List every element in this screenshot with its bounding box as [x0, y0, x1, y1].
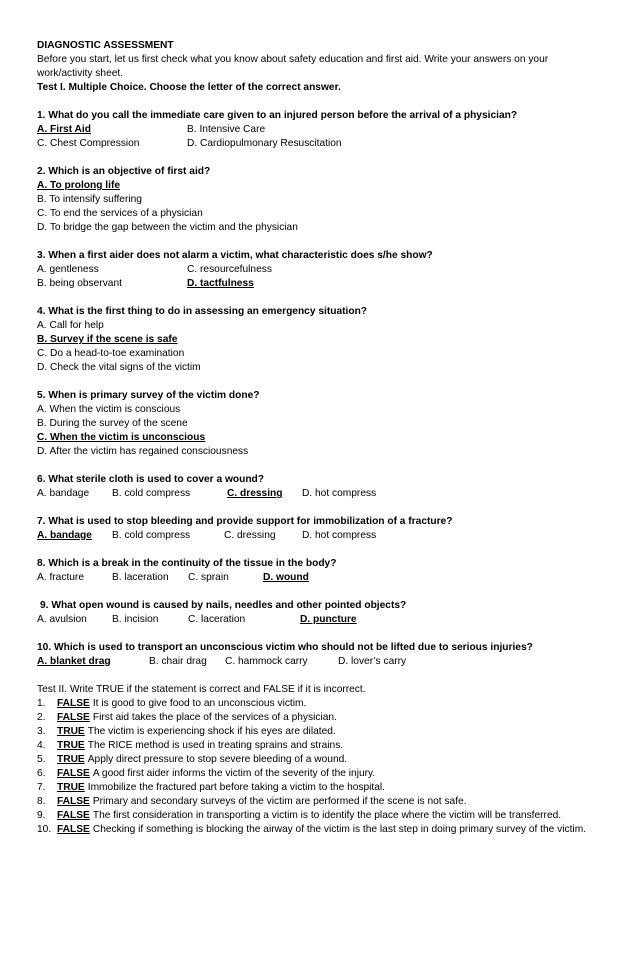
tf-item — [37, 781, 617, 795]
tf-item — [37, 809, 617, 823]
q9-option-d: D. puncture — [300, 614, 357, 625]
tf-item-answer: FALSE — [57, 768, 90, 779]
tf-item-answer: FALSE — [57, 824, 90, 835]
q2-option-d: D. To bridge the gap between the victim and the physician — [37, 222, 298, 233]
q4-option-b: B. Survey if the scene is safe — [37, 334, 178, 345]
q7-option-d: D. hot compress — [302, 530, 377, 541]
q4-option-d: D. Check the vital signs of the victim — [37, 362, 201, 373]
q9-option-a: A. avulsion — [37, 614, 87, 625]
tf-item — [37, 697, 617, 711]
tf-item-statement: Checking if something is blocking the airway of the victim is the last step in doing primary survey of the victim. — [92, 824, 587, 835]
tf-item-answer: TRUE — [57, 740, 85, 751]
tf-item-statement: Immobilize the fractured part before taking a victim to the hospital. — [87, 782, 386, 793]
q1-option-b: B. Intensive Care — [187, 124, 266, 135]
question-3: 3. When a first aider does not alarm a victim, what characteristic does s/he show? — [37, 250, 433, 261]
tf-item — [37, 767, 617, 781]
question-6: 6. What sterile cloth is used to cover a wound? — [37, 474, 264, 485]
q1-option-a: A. First Aid — [37, 124, 91, 135]
question-1: 1. What do you call the immediate care given to an injured person before the arrival of a physician? — [37, 110, 518, 121]
tf-item-answer: TRUE — [57, 754, 85, 765]
q3-option-a: A. gentleness — [37, 264, 99, 275]
tf-item-statement: It is good to give food to an unconscious victim. — [92, 698, 307, 709]
tf-item — [37, 711, 617, 725]
q10-option-d: D. lover’s carry — [338, 656, 407, 667]
q1-options-row-2 — [37, 137, 617, 151]
q2-option-a: A. To prolong life — [37, 180, 120, 191]
q3-options-row-2 — [37, 277, 617, 291]
q3-option-b: B. being observant — [37, 278, 122, 289]
tf-item-answer: FALSE — [57, 796, 90, 807]
q1-option-c: C. Chest Compression — [37, 138, 140, 149]
tf-item-answer: FALSE — [57, 810, 90, 821]
q10-option-b: B. chair drag — [149, 656, 207, 667]
q3-option-d: D. tactfulness — [187, 278, 254, 289]
tf-item-statement: A good first aider informs the victim of the severity of the injury. — [92, 768, 376, 779]
q2-option-b: B. To intensify suffering — [37, 194, 142, 205]
tf-item-answer: TRUE — [57, 782, 85, 793]
tf-item-statement: First aid takes the place of the services of a physician. — [92, 712, 337, 723]
q3-option-c: C. resourcefulness — [187, 264, 272, 275]
question-10: 10. Which is used to transport an unconscious victim who should not be lifted due to serious injuries? — [37, 642, 533, 653]
q6-option-a: A. bandage — [37, 488, 90, 499]
q10-options-row — [37, 655, 617, 669]
question-4: 4. What is the first thing to do in assessing an emergency situation? — [37, 306, 368, 317]
doc-title: DIAGNOSTIC ASSESSMENT — [37, 40, 174, 51]
q7-option-a: A. bandage — [37, 530, 92, 541]
q5-option-d: D. After the victim has regained consciousness — [37, 446, 249, 457]
q7-options-row — [37, 529, 617, 543]
q4-option-a: A. Call for help — [37, 320, 104, 331]
q8-option-d: D. wound — [263, 572, 309, 583]
true-false-list — [37, 697, 617, 837]
question-8: 8. Which is a break in the continuity of the tissue in the body? — [37, 558, 337, 569]
tf-item — [37, 739, 617, 753]
q6-options-row — [37, 487, 617, 501]
tf-item — [37, 795, 617, 809]
tf-item-answer: FALSE — [57, 698, 90, 709]
tf-item — [37, 725, 617, 739]
q5-option-b: B. During the survey of the scene — [37, 418, 188, 429]
q3-options-row-1 — [37, 263, 617, 277]
tf-item-number: 7. — [37, 782, 46, 793]
q6-option-d: D. hot compress — [302, 488, 377, 499]
q7-option-b: B. cold compress — [112, 530, 191, 541]
q8-option-c: C. sprain — [188, 572, 229, 583]
q8-option-a: A. fracture — [37, 572, 84, 583]
q7-option-c: C. dressing — [224, 530, 276, 541]
intro-line-1: Before you start, let us first check what you know about safety education and first aid. Write your answers on your — [37, 54, 549, 65]
tf-item-statement: The victim is experiencing shock if his eyes are dilated. — [87, 726, 336, 737]
tf-item-statement: Primary and secondary surveys of the victim are performed if the scene is not safe. — [92, 796, 467, 807]
tf-item-answer: TRUE — [57, 726, 85, 737]
tf-item — [37, 823, 617, 837]
question-7: 7. What is used to stop bleeding and provide support for immobilization of a fracture? — [37, 516, 453, 527]
q1-options-row-1 — [37, 123, 617, 137]
tf-item-number: 1. — [37, 698, 46, 709]
tf-item-number: 3. — [37, 726, 46, 737]
q6-option-b: B. cold compress — [112, 488, 191, 499]
q8-options-row — [37, 571, 617, 585]
tf-item — [37, 753, 617, 767]
tf-item-number: 6. — [37, 768, 46, 779]
q10-option-c: C. hammock carry — [225, 656, 308, 667]
tf-item-number: 2. — [37, 712, 46, 723]
q9-option-c: C. laceration — [188, 614, 246, 625]
question-2: 2. Which is an objective of first aid? — [37, 166, 211, 177]
q8-option-b: B. laceration — [112, 572, 169, 583]
test1-heading: Test I. Multiple Choice. Choose the letter of the correct answer. — [37, 82, 341, 93]
tf-item-number: 4. — [37, 740, 46, 751]
q2-option-c: C. To end the services of a physician — [37, 208, 203, 219]
q9-options-row — [37, 613, 617, 627]
intro-line-2: work/activity sheet. — [37, 68, 124, 79]
test2-heading: Test II. Write TRUE if the statement is correct and FALSE if it is incorrect. — [37, 684, 366, 695]
tf-item-statement: Apply direct pressure to stop severe bleeding of a wound. — [87, 754, 348, 765]
q4-option-c: C. Do a head-to-toe examination — [37, 348, 185, 359]
q5-option-a: A. When the victim is conscious — [37, 404, 181, 415]
q5-option-c: C. When the victim is unconscious — [37, 432, 206, 443]
tf-item-number: 5. — [37, 754, 46, 765]
q1-option-d: D. Cardiopulmonary Resuscitation — [187, 138, 342, 149]
tf-item-number: 9. — [37, 810, 46, 821]
tf-item-statement: The first consideration in transporting a victim is to identify the place where the victim will be transferred. — [92, 810, 562, 821]
tf-item-statement: The RICE method is used in treating sprains and strains. — [87, 740, 344, 751]
question-9: 9. What open wound is caused by nails, needles and other pointed objects? — [40, 600, 407, 611]
q9-option-b: B. incision — [112, 614, 159, 625]
question-5: 5. When is primary survey of the victim done? — [37, 390, 260, 401]
tf-item-number: 10. — [37, 824, 52, 835]
tf-item-number: 8. — [37, 796, 46, 807]
q6-option-c: C. dressing — [227, 488, 283, 499]
tf-item-answer: FALSE — [57, 712, 90, 723]
assessment-document — [37, 39, 617, 837]
q10-option-a: A. blanket drag — [37, 656, 111, 667]
